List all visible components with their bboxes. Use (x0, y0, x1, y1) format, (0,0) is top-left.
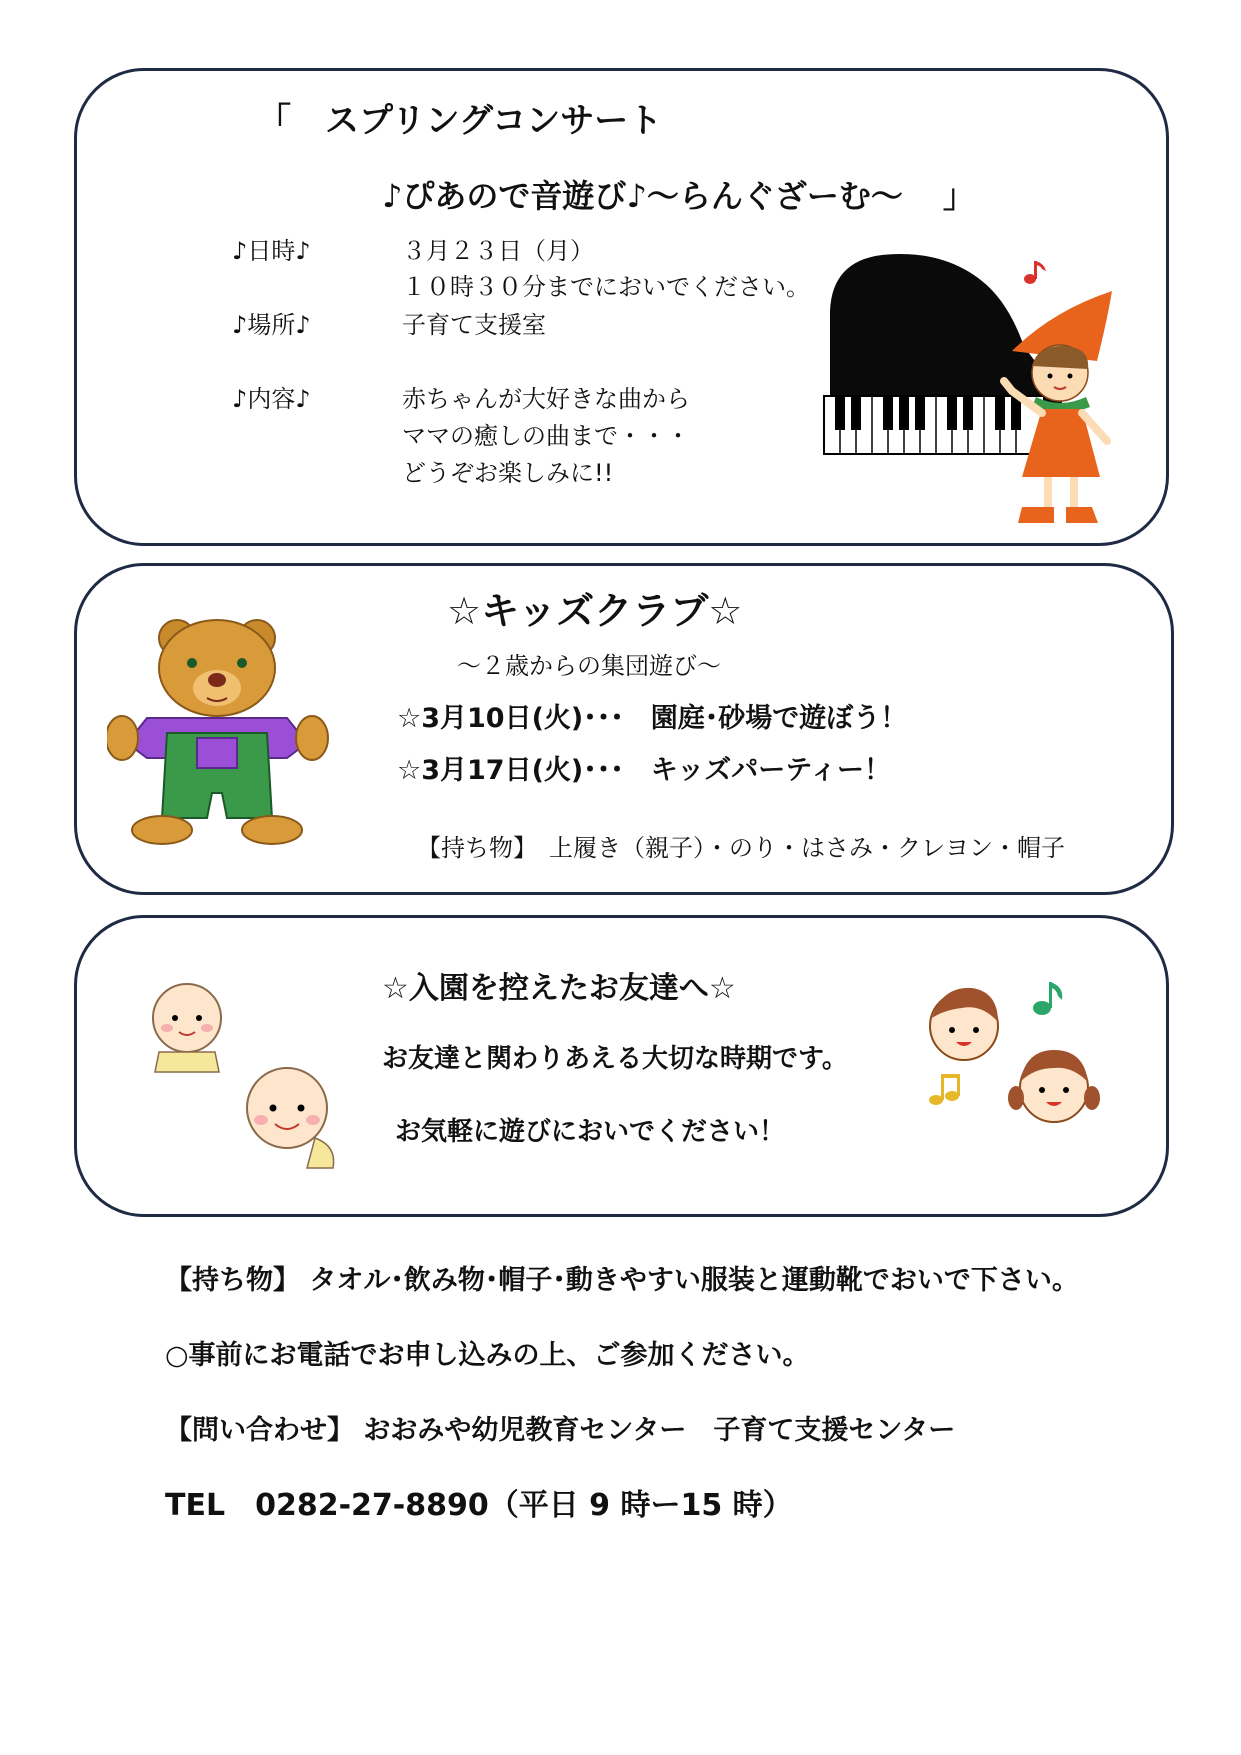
kids-club-title: ☆キッズクラブ☆ (447, 589, 743, 633)
girl-boots (1018, 507, 1098, 523)
baby-face (247, 1068, 327, 1148)
content-label: ♪内容♪ (232, 385, 311, 413)
concert-title-line2 (382, 171, 975, 217)
concert-title-line1 (257, 93, 662, 142)
enrollment-section (74, 915, 1169, 1217)
piano-girl-illustration (822, 241, 1162, 541)
teddy-bear-illustration (107, 618, 347, 858)
enrollment-line2: お気軽に遊びにおいでください！ (395, 1117, 786, 1147)
concert-section (74, 68, 1169, 546)
kids-club-event: ☆3月17日(火)･･･ キッズパーティー！ (397, 755, 892, 786)
place-label: ♪場所♪ (232, 311, 311, 339)
footer-contact: 【問い合わせ】 おおみや幼児教育センター 子育て支援センター (165, 1415, 956, 1446)
content-line: 赤ちゃんが大好きな曲から (402, 385, 690, 413)
date-note: １０時３０分までにおいでください。 (402, 273, 810, 301)
music-note-icon (929, 1074, 960, 1105)
date-value: ３月２３日（月） (402, 237, 594, 265)
children-illustration (922, 978, 1142, 1148)
place-value: 子育て支援室 (402, 311, 546, 339)
baby-face (153, 984, 221, 1052)
kids-club-belongings: 【持ち物】 上履き（親子）・のり・はさみ・クレヨン・帽子 (417, 834, 1065, 862)
concert-subtitle-text: ♪ぴあので音遊び♪～らんぐざーむ～ (382, 177, 903, 215)
content-line: どうぞお楽しみに!! (402, 459, 614, 487)
babies-illustration (137, 968, 357, 1188)
enrollment-title: ☆入園を控えたお友達へ☆ (382, 971, 736, 1006)
kids-club-subtitle: ～２歳からの集団遊び～ (457, 652, 721, 680)
open-quote: 「 (257, 101, 291, 141)
enrollment-line1: お友達と関わりあえる大切な時期です。 (382, 1044, 848, 1074)
music-note-icon (1024, 261, 1046, 284)
footer-apply-note: ○事前にお電話でお申し込みの上、ご参加ください。 (165, 1340, 810, 1371)
music-note-icon (1033, 982, 1062, 1015)
date-label: ♪日時♪ (232, 237, 311, 265)
footer-tel: TEL 0282-27-8890（平日 9 時ー15 時） (165, 1488, 793, 1523)
concert-title-text: スプリングコンサート (325, 101, 663, 141)
kids-club-event: ☆3月10日(火)･･･ 園庭･砂場で遊ぼう！ (397, 703, 908, 734)
footer-belongings: 【持ち物】 タオル･飲み物･帽子･動きやすい服装と運動靴でおいで下さい。 (165, 1265, 1079, 1296)
kids-club-section (74, 563, 1174, 895)
content-line: ママの癒しの曲まで・・・ (402, 422, 690, 450)
close-quote: 」 (942, 177, 975, 215)
